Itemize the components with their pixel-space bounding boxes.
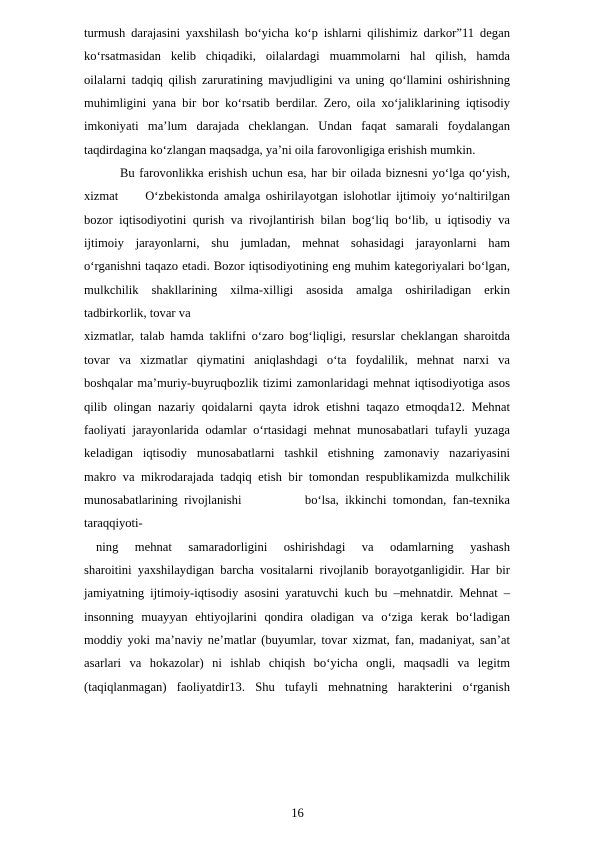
page-number: 16 — [291, 806, 304, 820]
text-line: o‘rganishni taqazo etadi. Bozor iqtisodiyotining eng muhim kategoriyalari bo‘lgan, — [84, 259, 510, 274]
text-line: keladigan iqtisodiy munosabatlarni tashkil etishning zamonaviy nazariyasini — [84, 446, 510, 461]
text-line: turmush darajasini yaxshilash bo‘yicha ko‘p ishlarni qilishimiz darkor”11 degan — [84, 26, 510, 40]
text-line: (taqiqlanmagan) faoliyatdir13. Shu tufayli mehnatning harakterini o‘rganish — [84, 679, 510, 694]
text-line: mulkchilik shakllarining xilma-xilligi asosida amalga oshiriladigan erkin — [84, 282, 510, 297]
text-line: taqdirdagina ko‘zlangan maqsadga, ya’ni oila farovonligiga erishish mumkin. — [84, 142, 476, 157]
text-line: Bu farovonlikka erishish uchun esa, har bir oilada biznesni yo‘lga qo‘yish, — [120, 166, 510, 181]
text-line: muhimligini yana bir bor ko‘rsatib berdilar. Zero, oila xo‘jaliklarining iqtisodiy — [84, 96, 510, 111]
text-line: ko‘rsatmasidan kelib chiqadiki, oilalardagi muammolarni hal qilish, hamda — [84, 49, 510, 64]
document-body — [84, 22, 510, 699]
text-line: tovar va xizmatlar qiymatini aniqlashdagi o‘ta foydalilik, mehnat narxi va — [84, 352, 510, 367]
text-line: makro va mikrodarajada tadqiq etish bir tomondan respublikamizda mulkchilik — [84, 469, 510, 484]
text-line: tadbirkorlik, tovar va — [84, 306, 191, 321]
text-line: sharoitini yaxshilaydigan barcha vositalarni rivojlanib borayotganligidir. Har bir — [84, 562, 510, 577]
text-line: ijtimoiy jarayonlarni, shu jumladan, mehnat sohasidagi jarayonlarni ham — [84, 236, 510, 251]
text-line: faoliyati jarayonlarida odamlar o‘rtasidagi mehnat munosabatlari tufayli yuzaga — [84, 422, 510, 437]
text-line: boshqalar ma’muriy-buyruqbozlik tizimi zamonlaridagi mehnat iqtisodiyotiga asos — [84, 376, 510, 391]
text-line: qilib olingan nazariy qoidalarni qayta idrok etishni taqazo etmoqda12. Mehnat — [84, 399, 510, 414]
text-line: moddiy yoki ma’naviy ne’matlar (buyumlar, tovar xizmat, fan, madaniyat, san’at — [84, 632, 510, 647]
text-line: asarlari va hokazolar) ni ishlab chiqish bo‘yicha ongli, maqsadli va legitm — [84, 656, 510, 671]
text-line: taraqqiyoti- — [84, 516, 143, 531]
text-line: bozor iqtisodiyotini qurish va rivojlantirish bilan bog‘liq bo‘lib, u iqtisodiy va — [84, 212, 510, 227]
text-line: xizmat O‘zbekistonda amalga oshirilayotgan islohotlar ijtimoiy yo‘naltirilgan — [84, 189, 510, 204]
text-line: oilalarni tadqiq qilish zaruratining mavjudligini va uning qo‘llamini oshirishning — [84, 72, 510, 87]
text-line: munosabatlarining rivojlanishi bo‘lsa, ikkinchi tomondan, fan-texnika — [84, 492, 510, 507]
text-line: imkoniyati ma’lum darajada cheklangan. Undan faqat samarali foydalangan — [84, 119, 510, 134]
text-line: xizmatlar, talab hamda taklifni o‘zaro bog‘liqligi, resurslar cheklangan sharoitda — [84, 329, 510, 344]
text-line: insonning muayyan ehtiyojlarini qondira oladigan va o‘ziga kerak bo‘ladigan — [84, 609, 510, 624]
text-line: jamiyatning ijtimoiy-iqtisodiy asosini yaratuvchi kuch bu –mehnatdir. Mehnat – — [84, 586, 510, 601]
text-line: ning mehnat samaradorligini oshirishdagi va odamlarning yashash — [96, 539, 510, 554]
